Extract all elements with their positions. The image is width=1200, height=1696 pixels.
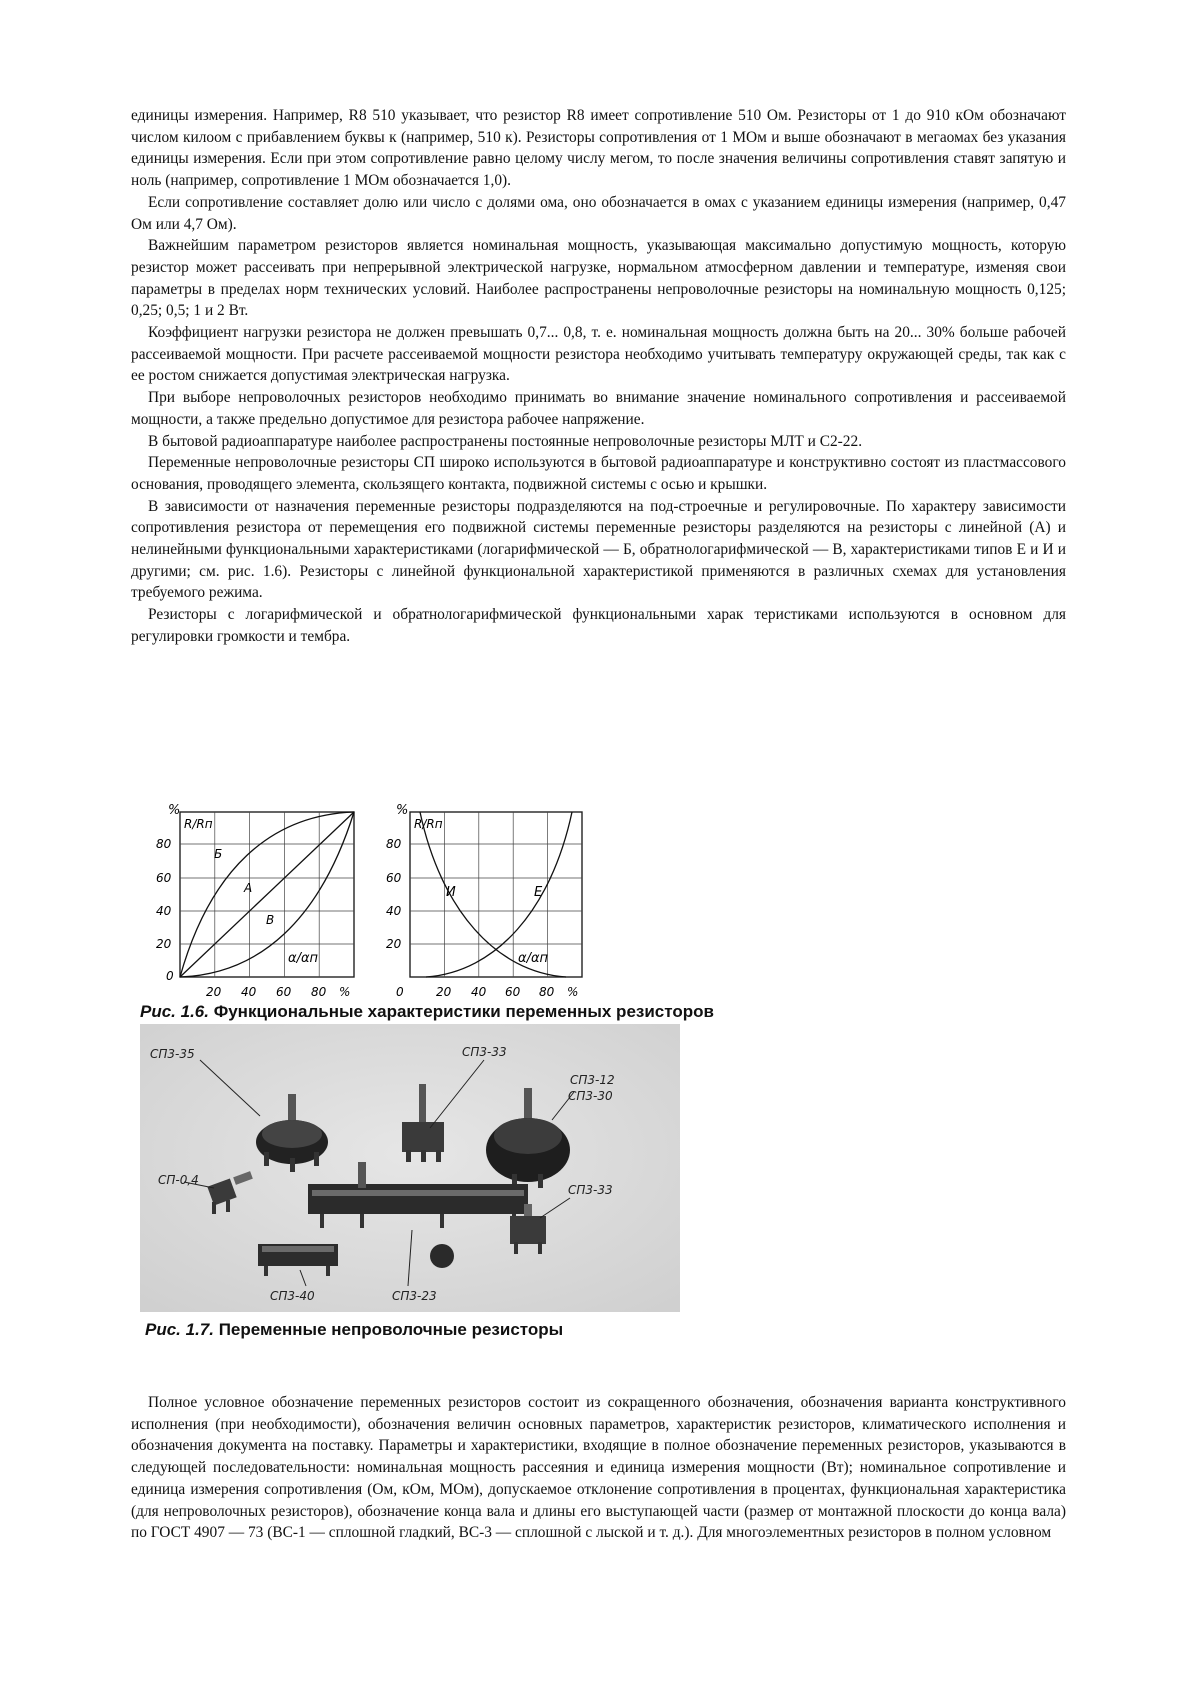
label-sp3-23: СП3-23 [392, 1289, 437, 1303]
y-tick: 0 [396, 985, 404, 999]
plot-frame [410, 812, 582, 977]
photo-background [140, 1024, 680, 1312]
grid [410, 812, 582, 977]
figure-1-7-photo [140, 1024, 680, 1312]
label-sp3-40: СП3-40 [270, 1289, 315, 1303]
y-tick: 40 [156, 904, 172, 918]
paragraph: единицы измерения. Например, R8 510 указывает, что резистор R8 имеет сопротивление 510 Ом. Резисторы от 1 до 910 кОм обозначают числом килоом с прибавлением буквы к (например, 510 к). Резисторы сопротивления от 1 МОм и выше обозначают в мегаомах без указания единицы измерения. Если при этом сопротивление равно целому числу мегом, то после значения величины сопротивления ставят запятую и ноль (например, сопротивление 1 МОм обозначается 1,0). [131, 107, 1066, 190]
y-tick: 80 [386, 837, 402, 851]
y-axis-label: R/Rп [414, 817, 443, 831]
x-tick: 40 [471, 985, 487, 999]
paragraph: В зависимости от назначения переменные резисторы подразделяются на под-строечные и регулировочные. По характеру зависимости сопротивления резистора от перемещения его подвижной системы переменные резисторы разделяются на резисторы с линейной (А) и нелинейными функциональными характеристиками (логарифмической — Б, обратнологарифмической — В, характеристиками типов Е и И и другими; см. рис. 1.6). Резисторы с линейной функциональной характеристикой применяются в различных схемах для установления требуемого режима. [131, 497, 1066, 602]
y-tick: 20 [386, 937, 402, 951]
y-unit: % [396, 803, 409, 818]
x-tick: 80 [311, 985, 327, 999]
caption-text: Переменные непроволочные резисторы [213, 1320, 564, 1339]
x-tick: 80 [539, 985, 555, 999]
paragraph: Коэффициент нагрузки резистора не должен превышать 0,7... 0,8, т. е. номинальная мощность должна быть на 20... 30% больше рабочей рассеиваемой мощности. При расчете рассеиваемой мощности резистора необходимо учитывать температуру окружающей среды, так как с ее ростом снижается допустимая электрическая нагрузка. [131, 324, 1066, 385]
caption-text: Функциональные характеристики переменных резисторов [208, 1002, 714, 1021]
resistor-disc [430, 1244, 454, 1268]
curve-a [180, 812, 354, 977]
paragraph: Если сопротивление составляет долю или число с долями ома, оно обозначается в омах с указанием единицы измерения (например, 0,47 Ом или 4,7 Ом). [131, 193, 1066, 233]
x-unit: % [567, 985, 579, 999]
label-sp-0-4: СП-0,4 [158, 1173, 199, 1187]
paragraph: Переменные непроволочные резисторы СП широко используются в бытовой радиоаппаратуре и конструктивно состоят из пластмассового основания, проводящего элемента, скользящего контакта, подвижной системы с осью и крышки. [131, 454, 1066, 493]
x-tick: 20 [436, 985, 452, 999]
label-sp3-12: СП3-12 [570, 1073, 615, 1087]
x-tick: 60 [276, 985, 292, 999]
plot-left [156, 803, 354, 999]
curve-label-v: В [266, 913, 275, 927]
paragraph: Важнейшим параметром резисторов является номинальная мощность, указывающая максимально допустимую мощность, которую резистор может рассеивать при непрерывной электрической нагрузке, нормальном атмосферном давлении и температуре, изменяя свои параметры в пределах норм технических условий. Наиболее распространены непроволочные резисторы на номинальную мощность 0,125; 0,25; 0,5; 1 и 2 Вт. [131, 237, 1066, 320]
label-sp3-33-right: СП3-33 [568, 1183, 613, 1197]
curve-label-a: А [244, 881, 253, 895]
body-text-top [131, 105, 1066, 648]
label-sp3-35: СП3-35 [150, 1047, 195, 1061]
x-tick: 60 [505, 985, 521, 999]
x-axis-label: α/αп [518, 951, 549, 966]
figure-1-7-caption [145, 1320, 563, 1340]
y-tick: 0 [166, 969, 174, 983]
paragraph: В бытовой радиоаппаратуре наиболее распространены постоянные непроволочные резисторы МЛТ и С2-22. [148, 432, 863, 450]
body-text-bottom [131, 1392, 1066, 1544]
curve-label-e: Е [534, 885, 543, 900]
y-tick: 60 [156, 871, 172, 885]
y-tick: 60 [386, 871, 402, 885]
plot-right [386, 803, 582, 999]
y-tick: 80 [156, 837, 172, 851]
y-tick: 40 [386, 904, 402, 918]
label-sp3-30: СП3-30 [568, 1089, 613, 1103]
x-axis-label: α/αп [288, 951, 319, 966]
paragraph: При выборе непроволочных резисторов необходимо принимать во внимание значение номинального сопротивления и рассеиваемой мощности, а также предельно допустимое для резистора рабочее напряжение. [131, 389, 1066, 428]
caption-number: Рис. 1.7. [145, 1320, 214, 1339]
x-tick: 20 [206, 985, 222, 999]
y-tick: 20 [156, 937, 172, 951]
x-tick: 40 [241, 985, 257, 999]
figure-1-6 [140, 800, 620, 1000]
y-axis-label: R/Rп [184, 817, 213, 831]
caption-number: Рис. 1.6. [140, 1002, 209, 1021]
y-unit: % [168, 803, 181, 818]
label-sp3-33: СП3-33 [462, 1045, 507, 1059]
curve-label-i: И [446, 885, 456, 900]
figure-1-6-caption [140, 1002, 714, 1022]
curve-label-b: Б [214, 847, 223, 861]
paragraph: Полное условное обозначение переменных резисторов состоит из сокращенного обозначения, обозначения варианта конструктивного исполнения (при необходимости), обозначения величин основных параметров, характеристик резисторов, климатического исполнения и обозначения документа на поставку. Параметры и характеристики, входящие в полное обозначение переменных резисторов, указываются в следующей последовательности: номинальная мощность рассеяния и единица измерения мощности (Вт); номинальное сопротивление и единица измерения сопротивления (Ом, кОм, МОм), допускаемое отклонение сопротивления в процентах, функциональная характеристика (для непроволочных резисторов), обозначение конца вала и длины его выступающей части (размер от монтажной плоскости до конца вала) по ГОСТ 4907 — 73 (ВС-1 — сплошной гладкий, ВС-3 — сплошной с лыской и т. д.). Для многоэлементных резисторов в полном условном [131, 1394, 1066, 1542]
paragraph: Резисторы с логарифмической и обратнологарифмической функциональными харак теристиками используются в основном для регулировки громкости и тембра. [131, 606, 1066, 645]
curves [420, 812, 572, 977]
x-unit: % [339, 985, 351, 999]
curves [180, 812, 354, 977]
